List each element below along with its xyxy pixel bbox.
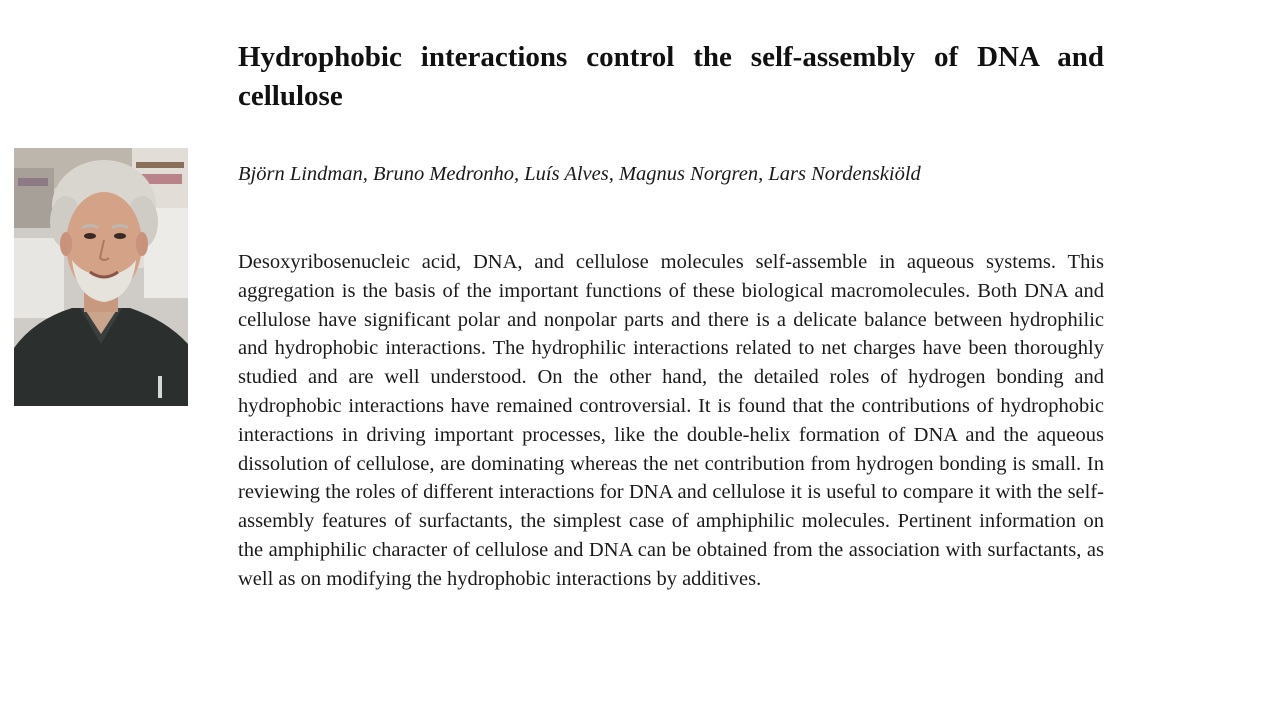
- author-portrait-photo: [14, 148, 188, 406]
- author-list: Björn Lindman, Bruno Medronho, Luís Alves, Magnus Norgren, Lars Nordenskiöld: [238, 163, 921, 185]
- paper-title: Hydrophobic interactions control the self-assembly of DNA and cellulose: [238, 41, 1104, 112]
- portrait-image: [14, 148, 188, 406]
- abstract-text: Desoxyribosenucleic acid, DNA, and cellulose molecules self-assemble in aqueous systems. This aggregation is the basis of the important functions of these biological macromolecules. Both DNA and cellulose have significant polar and nonpolar parts and there is a delicate balance between hydrophilic and hydrophobic interactions. The hydrophilic interactions related to net charges have been thoroughly studied and are well understood. On the other hand, the detailed roles of hydrogen bonding and hydrophobic interactions have remained controversial. It is found that the contributions of hydrophobic interactions in driving important processes, like the double-helix formation of DNA and the aqueous dissolution of cellulose, are dominating whereas the net contribution from hydrogen bonding is small. In reviewing the roles of different interactions for DNA and cellulose it is useful to compare it with the self-assembly features of surfactants, the simplest case of amphiphilic molecules. Pertinent information on the amphiphilic character of cellulose and DNA can be obtained from the association with surfactants, as well as on modifying the hydrophobic interactions by additives.: [238, 251, 1104, 590]
